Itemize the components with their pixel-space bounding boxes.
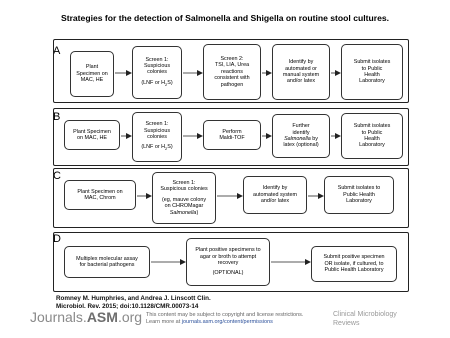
text-line: Further <box>292 123 310 130</box>
panel-d-submit-box <box>311 246 397 282</box>
text-line: Screen 1: <box>145 56 169 63</box>
text-line: Maldi-TOF <box>219 135 245 141</box>
copyright-note <box>146 312 303 326</box>
text-line: (LNF or $H_2S$) <box>141 144 173 152</box>
text-line: Health <box>364 136 380 142</box>
text-line: Laboratory <box>359 142 385 149</box>
logo-part: .org <box>117 309 143 325</box>
text-line: Specimen on <box>76 70 108 77</box>
panel-c-plant-box <box>64 180 136 210</box>
journal-line2: Reviews <box>333 320 360 327</box>
text-line: Salmonella) <box>169 209 199 216</box>
panel-b-screen1-box <box>132 112 182 162</box>
text-line: to Public <box>361 129 383 136</box>
text-line: identify <box>292 129 310 136</box>
text-line: Public Health <box>343 191 375 198</box>
note-line2: Learn more at journals.asm.org/content/permissions <box>146 319 273 325</box>
panel-a-identify-box <box>272 44 330 100</box>
text-line: recovery <box>217 260 239 266</box>
text-line: MAC, HE <box>80 77 104 84</box>
journal-line1: Clinical Microbiology <box>333 311 397 318</box>
journals-asm-logo[interactable] <box>30 309 142 325</box>
text-line: on MAC, HE <box>77 135 107 141</box>
text-line: Suspicious <box>143 63 171 70</box>
logo-part: ASM <box>86 309 118 325</box>
permissions-link[interactable]: journals.asm.org/content/permissions <box>181 319 273 325</box>
text-line: Laboratory <box>346 198 372 205</box>
text-line: Public Health Laboratory <box>324 267 384 274</box>
journal-name <box>333 310 397 328</box>
panel-b-maldi-box <box>203 120 261 150</box>
text-line: reactions <box>221 68 243 75</box>
text-line: Submit isolates <box>353 123 391 130</box>
text-line: latex (optional) <box>283 142 319 149</box>
text-line: Plant positive specimens to <box>195 247 261 254</box>
text-line: Laboratory <box>359 78 385 85</box>
text-line: for bacterial pathogens <box>79 262 135 268</box>
text-line: automated system <box>252 191 298 198</box>
text-line: Plant Specimen <box>73 128 111 135</box>
panel-a-submit-box <box>341 44 403 100</box>
text-line: Identify by <box>288 59 314 66</box>
text-line: colonies <box>147 69 167 76</box>
panel-b-plant-box <box>64 120 120 150</box>
text-line: Health <box>364 72 380 78</box>
text-line: Salmonella by <box>284 136 318 142</box>
text-line: Plant Specimen on <box>77 188 123 195</box>
logo-part: Journals. <box>30 309 87 325</box>
text-line: OR isolate, if cultured, to <box>324 260 384 267</box>
panel-c-submit-box <box>324 176 394 214</box>
figure-title: Strategies for the detection of Salmonella and Shigella on routine stool cultures. <box>60 13 390 23</box>
note-line1: This content may be subject to copyright and license restrictions. <box>146 312 304 318</box>
panel-d-letter: D <box>53 233 61 245</box>
text-line: TSI, LIA, Urea <box>214 62 250 69</box>
text-line: Identify by <box>262 185 288 192</box>
panel-b-latex-box <box>272 114 330 158</box>
panel-d-plant-positive-box <box>186 238 270 286</box>
citation-line2: Microbiol. Rev. 2015; doi:10.1128/CMR.00073-14 <box>56 303 199 310</box>
text-line: Submit positive specimen <box>323 254 385 261</box>
text-line: Screen 1: <box>172 179 196 186</box>
text-line: (LNF or $H_2S$) <box>141 79 173 87</box>
panel-c-screen1-box <box>152 172 216 224</box>
text-line: and/or latex <box>286 78 316 85</box>
citation-line1: Romney M. Humphries, and Andrea J. Linscott Clin. <box>56 295 211 302</box>
text-line: MAC, Chrom <box>84 195 116 201</box>
text-line: (OPTIONAL) <box>212 270 244 277</box>
text-line: Multiplex molecular assay <box>76 255 138 262</box>
text-line: Screen 2: <box>220 55 244 62</box>
panel-b-submit-box <box>341 113 403 159</box>
text-line: consistent with <box>214 75 250 82</box>
text-line: Suspicious <box>143 127 171 134</box>
text-line: (eg, mauve colony <box>161 196 207 203</box>
text-line: pathogen <box>220 81 244 88</box>
text-line: Screen 1: <box>145 121 169 128</box>
panel-a-screen2-box <box>203 44 261 100</box>
text-line: and/or latex <box>260 198 290 205</box>
panel-a-screen1-box <box>132 46 182 99</box>
text-line: colonies <box>147 133 167 140</box>
text-line: Submit isolates to <box>337 185 381 192</box>
text-line: on CHROMagar <box>164 203 204 210</box>
panel-b-letter: B <box>53 111 61 123</box>
text-line: Perform <box>222 128 242 135</box>
text-line: agar or broth to attempt <box>199 253 257 260</box>
text-line: manual system <box>282 72 320 78</box>
panel-a-letter: A <box>53 45 61 57</box>
text-line: to Public <box>361 65 383 72</box>
panel-c-letter: C <box>53 170 61 182</box>
panel-c-identify-box <box>243 176 307 214</box>
text-line: automated or <box>285 65 317 72</box>
text-line: Suspicious colonies <box>160 186 208 193</box>
text-line: Submit isolates <box>353 59 391 66</box>
text-line: Plant <box>85 64 99 71</box>
panel-a-plant-box <box>70 51 114 97</box>
panel-d-molecular-box <box>64 246 150 278</box>
